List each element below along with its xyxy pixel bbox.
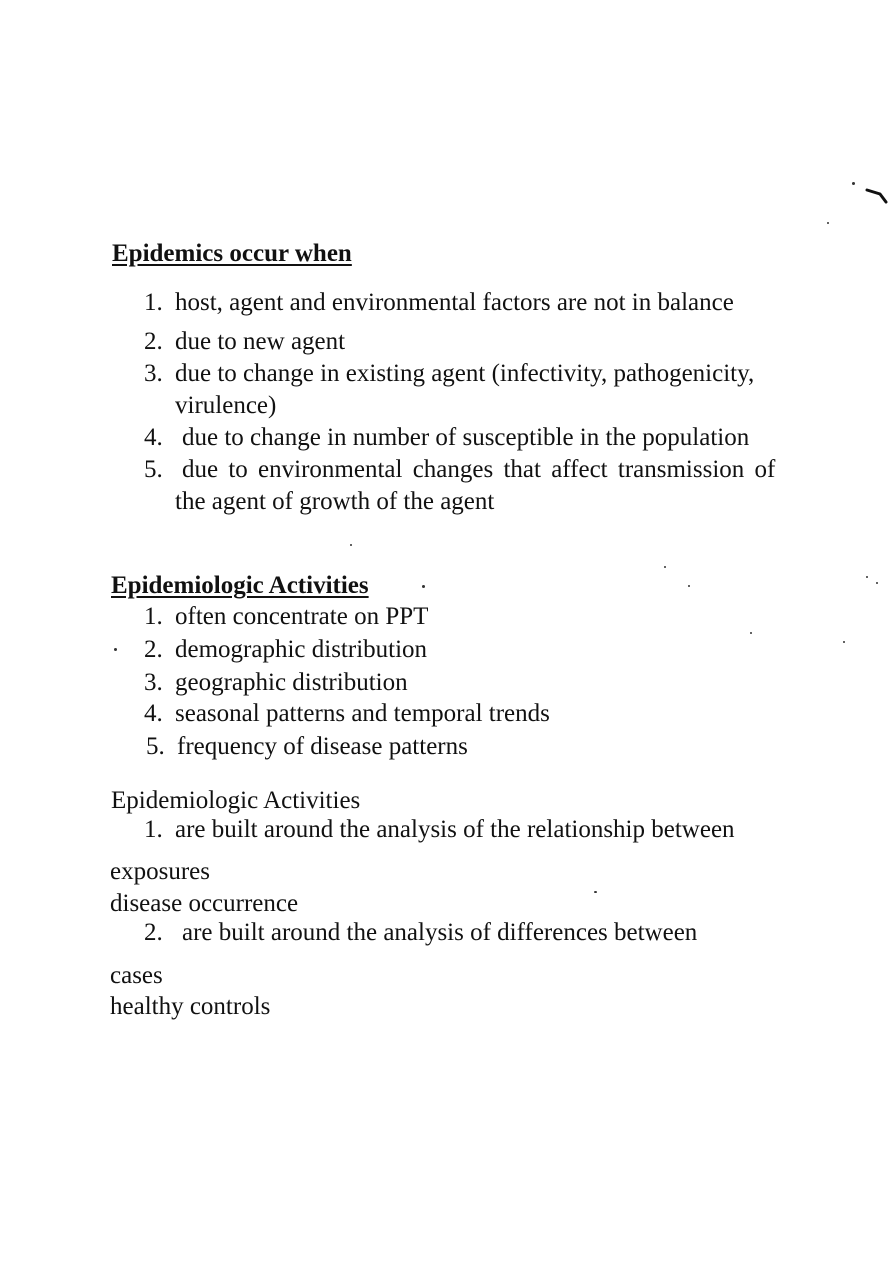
scan-speck bbox=[866, 576, 868, 578]
scan-speck bbox=[422, 585, 425, 588]
list-text: due to new agent bbox=[175, 328, 346, 355]
list-number: 3. bbox=[144, 669, 163, 696]
list-text: often concentrate on PPT bbox=[175, 603, 429, 630]
list-item bbox=[144, 814, 804, 846]
text-line: cases bbox=[110, 962, 163, 989]
scan-speck bbox=[750, 632, 752, 634]
list-text: are built around the analysis of differences between bbox=[182, 919, 698, 946]
list-text-continuation: virulence) bbox=[175, 392, 277, 419]
list-item bbox=[146, 731, 646, 763]
list-item bbox=[144, 917, 804, 949]
list-item bbox=[144, 634, 644, 666]
scan-speck bbox=[827, 222, 829, 224]
list-number: 2. bbox=[144, 919, 163, 946]
scan-speck bbox=[876, 582, 878, 584]
section-3-heading: Epidemiologic Activities bbox=[111, 787, 361, 814]
section-1-heading: Epidemics occur when bbox=[112, 240, 352, 267]
scan-speck bbox=[843, 641, 845, 643]
section-2-heading: Epidemiologic Activities bbox=[111, 572, 369, 599]
list-text: demographic distribution bbox=[175, 636, 428, 663]
list-item bbox=[144, 454, 834, 518]
list-item bbox=[144, 698, 644, 730]
list-text-continuation: the agent of growth of the agent bbox=[175, 488, 495, 515]
list-number: 5. bbox=[144, 456, 163, 483]
list-number: 4. bbox=[144, 700, 163, 727]
list-text: seasonal patterns and temporal trends bbox=[175, 700, 550, 727]
list-item bbox=[144, 326, 804, 358]
list-text: are built around the analysis of the relationship between bbox=[175, 816, 735, 843]
scan-speck bbox=[594, 891, 597, 893]
scan-speck bbox=[664, 566, 666, 568]
scan-speck bbox=[350, 544, 352, 546]
list-number: 2. bbox=[144, 636, 163, 663]
list-item bbox=[144, 667, 644, 699]
list-item bbox=[144, 422, 834, 454]
text-line: disease occurrence bbox=[110, 890, 299, 917]
list-number: 3. bbox=[144, 360, 163, 387]
list-text: due to change in number of susceptible in the population bbox=[182, 424, 750, 451]
text-line: healthy controls bbox=[110, 993, 271, 1020]
list-item bbox=[144, 287, 804, 319]
list-number: 1. bbox=[144, 603, 163, 630]
list-number: 1. bbox=[144, 816, 163, 843]
list-item bbox=[144, 601, 644, 633]
list-number: 5. bbox=[146, 733, 165, 760]
list-text: due to environmental changes that affect transmission of bbox=[182, 456, 776, 483]
list-item bbox=[144, 358, 834, 422]
scan-mark-icon bbox=[864, 186, 890, 208]
scan-speck bbox=[852, 182, 855, 185]
list-text: due to change in existing agent (infectivity, pathogenicity, bbox=[175, 360, 755, 387]
list-number: 2. bbox=[144, 328, 163, 355]
list-text: geographic distribution bbox=[175, 669, 408, 696]
list-number: 4. bbox=[144, 424, 163, 451]
scan-speck bbox=[688, 585, 690, 587]
list-number: 1. bbox=[144, 289, 163, 316]
scan-speck bbox=[114, 648, 117, 651]
list-text: host, agent and environmental factors are not in balance bbox=[175, 289, 734, 316]
list-text: frequency of disease patterns bbox=[177, 733, 468, 760]
text-line: exposures bbox=[110, 858, 210, 885]
